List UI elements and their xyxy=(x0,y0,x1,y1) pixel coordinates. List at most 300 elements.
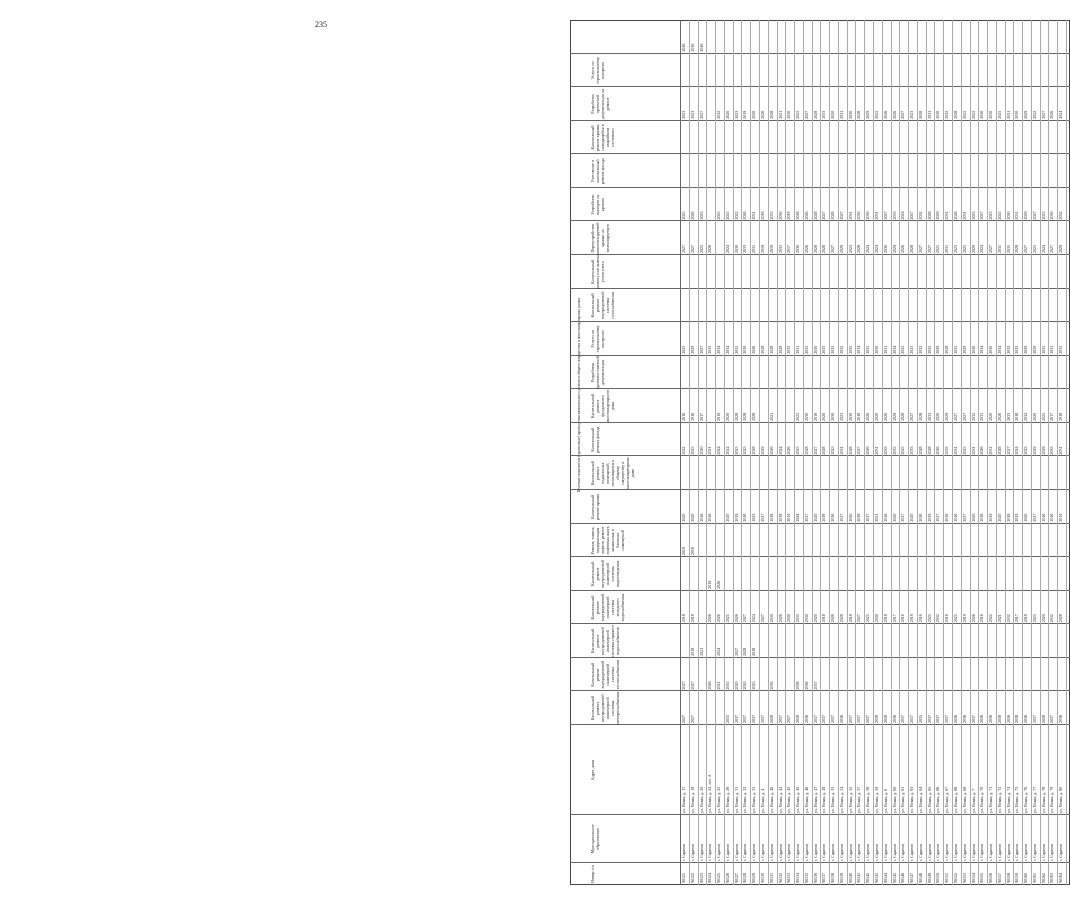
table-cell: г. Саратов xyxy=(882,844,888,861)
table-cell: 2026 xyxy=(900,245,906,253)
table-cell: 2037 xyxy=(830,715,836,723)
table-cell: 2032 xyxy=(1005,614,1011,623)
table-cell: г. Саратов xyxy=(900,844,906,861)
table-cell: 2018 xyxy=(917,513,923,522)
table-cell: 2020 xyxy=(751,110,757,119)
table-cell: 2017 xyxy=(891,614,897,623)
table-cell: 2027 xyxy=(733,647,739,656)
column-header-c2: Капитальный ремонт внутридомовой инженерной системы теплоснабжения xyxy=(590,660,620,690)
table-cell: 2029 xyxy=(891,412,897,421)
table-cell: 2017 xyxy=(759,513,765,522)
table-cell: 2031 xyxy=(944,211,950,220)
table-cell: 2026 xyxy=(777,614,783,623)
table-cell: 2029 xyxy=(1031,446,1037,455)
table-cell: 2037 xyxy=(856,715,862,723)
table-cell: 2028 xyxy=(777,345,783,354)
table-cell: 2028 xyxy=(900,412,906,421)
table-cell: 2021 xyxy=(716,681,722,690)
table-cell: 2028 xyxy=(768,345,774,354)
table-cell: 2037 xyxy=(759,715,765,723)
table-cell: ул. Новая, д. 72 xyxy=(996,786,1002,813)
table-cell: 2030 xyxy=(1049,211,1055,220)
table-cell: 2026 xyxy=(716,614,722,623)
table-cell: г. Саратов xyxy=(917,844,923,861)
table-cell: 2016 xyxy=(698,513,704,522)
table-cell: 2022 xyxy=(970,110,976,119)
table-cell: ул. Новая, д. 59 xyxy=(874,786,879,813)
table-cell: 2033 xyxy=(1005,345,1011,354)
table-cell: ул. Новая, д. 40 xyxy=(768,786,774,813)
table-cell: 90135 xyxy=(803,873,809,883)
table-cell: 2020 xyxy=(812,513,818,522)
table-cell: ул. Новая, д. 41 xyxy=(777,786,783,813)
table-cell: 2025 xyxy=(1031,614,1037,623)
table-cell: 2032 xyxy=(716,110,722,119)
table-cell: 2026 xyxy=(1049,110,1055,119)
column-header-c13: Капитальный ремонт внутридомовой системы газоснабжения xyxy=(590,291,615,320)
table-cell: 90145 xyxy=(891,873,897,883)
table-cell: 2017 xyxy=(698,412,704,421)
table-cell: 2029 xyxy=(891,245,897,253)
table-cell: 2016 xyxy=(882,513,888,522)
table-cell: 2027 xyxy=(1040,110,1046,119)
column-header-c19: Разработка проектной документации на ремонт xyxy=(590,88,610,120)
table-cell: 2016 xyxy=(944,513,950,522)
table-cell: 2027 xyxy=(909,412,915,421)
table-cell: 2035 xyxy=(847,345,853,354)
table-cell: 2023 xyxy=(909,110,915,119)
table-cell: 2035 xyxy=(803,345,809,354)
table-cell: 2031 xyxy=(1049,345,1055,354)
table-cell: 2035 xyxy=(724,681,730,690)
table-cell: ул. Новая, д. 25 xyxy=(716,786,722,813)
table-cell: г. Саратов xyxy=(795,844,801,861)
table-cell: 2036 xyxy=(1058,715,1064,723)
table-cell: 2031 xyxy=(847,211,853,220)
table-cell: 2018 xyxy=(821,614,827,623)
table-cell: ул. Новая, д. 32 xyxy=(742,786,748,813)
table-cell: 2024 xyxy=(979,245,985,253)
table-cell: 2018 xyxy=(882,614,888,623)
table-cell: 2031 xyxy=(874,211,879,220)
table-cell: г. Саратов xyxy=(865,844,871,861)
table-cell: ул. Новая, д. 64 xyxy=(917,786,923,813)
table-cell: 90158 xyxy=(1005,873,1011,883)
table-cell: 2028 xyxy=(856,245,862,253)
table-cell: г. Саратов xyxy=(926,844,932,861)
table-cell: г. Саратов xyxy=(874,844,879,861)
table-cell: 2025 xyxy=(900,345,906,354)
table-cell: 2038 xyxy=(768,715,774,723)
table-cell: 2020 xyxy=(821,412,827,421)
table-cell: ул. Новая, д. 75 xyxy=(1014,786,1020,813)
table-cell: 2035 xyxy=(724,715,730,723)
table-cell: 2032 xyxy=(917,211,923,220)
table-cell: 2019 xyxy=(733,513,739,522)
table-cell: 2018 xyxy=(979,513,985,522)
table-cell: 2033 xyxy=(909,446,915,455)
table-cell: г. Саратов xyxy=(707,844,713,861)
column-header-num: Номер п/п xyxy=(590,864,595,884)
table-cell: 2026 xyxy=(935,446,941,455)
table-cell: 2022 xyxy=(681,446,686,455)
table-cell: ул. Новая, д. 22, лит. А xyxy=(707,774,713,813)
table-cell: 2017 xyxy=(1031,513,1037,522)
column-header-municipality: Муниципальное образование xyxy=(590,824,600,854)
table-cell: 2032 xyxy=(917,345,923,354)
column-header-c11: Разработка проектно-сметной документации xyxy=(590,356,605,389)
table-cell: 2029 xyxy=(759,446,765,455)
table-cell: г. Саратов xyxy=(891,844,897,861)
table-cell: 2028 xyxy=(856,110,862,119)
table-cell: 2037 xyxy=(900,715,906,723)
table-cell: 2021 xyxy=(768,412,774,421)
table-cell: 2020 xyxy=(724,110,730,119)
table-cell: 2024 xyxy=(795,513,801,522)
table-cell: 90151 xyxy=(944,873,950,883)
table-cell: 2037 xyxy=(970,715,976,723)
column-header-c6: Ремонт, замена, модернизация лифтов, ремонт лифтовых шахт, машинных и блочных помещений xyxy=(590,526,625,555)
table-cell: 2025 xyxy=(900,446,906,455)
table-cell: 2029 xyxy=(865,110,871,119)
table-cell: 2031 xyxy=(961,211,967,220)
table-cell: 2025 xyxy=(926,614,932,623)
table-cell: 2030 xyxy=(1005,211,1011,220)
table-cell: 2033 xyxy=(979,412,985,421)
table-cell: 2026 xyxy=(751,345,757,354)
table-cell: 2037 xyxy=(812,681,818,690)
table-cell: 2024 xyxy=(865,245,871,253)
table-cell: г. Саратов xyxy=(1031,844,1037,861)
table-cell: ул. Новая, д. 31 xyxy=(733,786,739,813)
table-cell: 2031 xyxy=(882,345,888,354)
table-cell: ул. Новая, д. 68 xyxy=(952,786,958,813)
table-cell: 2033 xyxy=(1005,412,1011,421)
table-cell: 2018 xyxy=(751,647,757,656)
table-cell: 2034 xyxy=(716,345,722,354)
table-cell: 2030 xyxy=(988,110,994,119)
table-cell: 2028 xyxy=(742,647,748,656)
table-cell: г. Саратов xyxy=(838,844,844,861)
table-cell: 90133 xyxy=(786,873,792,883)
table-cell: 2020 xyxy=(882,412,888,421)
table-cell: 2026 xyxy=(742,211,748,220)
table-cell: 2035 xyxy=(733,345,739,354)
table-cell: 90155 xyxy=(979,873,985,883)
table-cell: 2017 xyxy=(1014,614,1020,623)
column-header-address: Адрес дома xyxy=(590,759,595,781)
table-cell: 2030 xyxy=(874,345,879,354)
table-cell: 2017 xyxy=(900,513,906,522)
table-cell: ул. Новая, д. 4 xyxy=(759,788,765,813)
table-cell: г. Саратов xyxy=(1005,844,1011,861)
column-header-c10: Капитальный ремонт фундамента многоквартирного дома xyxy=(590,389,615,423)
table-cell: 90164 xyxy=(1058,873,1064,883)
table-cell: 2025 xyxy=(961,245,967,253)
table-cell: 2019 xyxy=(759,245,765,253)
table-cell: 2024 xyxy=(874,245,879,253)
table-cell: 2028 xyxy=(838,614,844,623)
table-cell: 2016 xyxy=(1040,513,1046,522)
table-cell: 2025 xyxy=(724,614,730,623)
table-cell: 2025 xyxy=(996,110,1002,119)
table-cell: 2037 xyxy=(909,715,915,723)
table-cell: 2027 xyxy=(952,412,958,421)
table-cell: 2037 xyxy=(812,715,818,723)
table-cell: ул. Новая, д. 26 xyxy=(724,786,730,813)
table-cell: г. Саратов xyxy=(742,844,748,861)
table-cell: 2019 xyxy=(812,412,818,421)
table-cell: 2026 xyxy=(979,446,985,455)
table-cell: 2036 xyxy=(952,715,958,723)
column-header-c1: Капитальный ремонт внутридомовой инженерной системы электроснабжения xyxy=(590,691,620,725)
table-cell: 90134 xyxy=(795,873,801,883)
table-cell: 2018 xyxy=(856,513,862,522)
table-cell: 2033 xyxy=(926,412,932,421)
table-cell: 2028 xyxy=(952,110,958,119)
table-cell: 2028 xyxy=(830,211,836,220)
table-cell: 2026 xyxy=(970,614,976,623)
table-cell: 2026 xyxy=(716,580,722,589)
table-cell: ул. Новая, д. 49 xyxy=(821,786,827,813)
table-cell: 2020 xyxy=(742,681,748,690)
table-cell: 2028 xyxy=(812,110,818,119)
table-cell: 2031 xyxy=(1014,211,1020,220)
table-cell: 2028 xyxy=(847,446,853,455)
table-cell: ул. Новая, д. 80 xyxy=(1058,786,1064,813)
table-cell: 2020 xyxy=(909,513,915,522)
table-cell: 2036 xyxy=(803,681,809,690)
table-cell: 2027 xyxy=(926,245,932,253)
table-cell: 2035 xyxy=(1040,345,1046,354)
table-cell: ул. Новая, д. 66 xyxy=(935,786,941,813)
table-cell: 2038 xyxy=(795,715,801,723)
table-cell: 2030 xyxy=(803,614,809,623)
table-cell: 2027 xyxy=(681,715,686,723)
table-cell: г. Саратов xyxy=(909,844,915,861)
table-cell: 2027 xyxy=(909,211,915,220)
table-cell: г. Саратов xyxy=(961,844,967,861)
table-cell: 90152 xyxy=(952,873,958,883)
table-cell: 2030 xyxy=(786,614,792,623)
table-cell: 2028 xyxy=(944,345,950,354)
table-cell: 90148 xyxy=(917,873,923,883)
table-cell: ул. Новая, д. 20 xyxy=(698,786,704,813)
table-cell: 2021 xyxy=(935,245,941,253)
table-cell: 2024 xyxy=(724,245,730,253)
table-cell: 2029 xyxy=(1058,245,1064,253)
table-cell: 90129 xyxy=(751,873,757,883)
table-cell: 2018 xyxy=(742,513,748,522)
table-cell: 2018 xyxy=(1014,412,1020,421)
table-cell: 2036 xyxy=(838,715,844,723)
table-cell: 2032 xyxy=(1023,412,1029,421)
table-cell: 2031 xyxy=(970,446,976,455)
table-cell: 2026 xyxy=(707,681,713,690)
table-cell: 2030 xyxy=(777,211,783,220)
table-cell: 2025 xyxy=(961,446,967,455)
table-cell: 2037 xyxy=(865,715,871,723)
table-cell: ул. Новая, д. 45 xyxy=(795,786,801,813)
table-cell: 2018 xyxy=(1023,614,1029,623)
table-cell: 2025 xyxy=(1023,446,1029,455)
table-cell: 2027 xyxy=(856,446,862,455)
table-cell: ул. Новая, д. 76 xyxy=(1023,786,1029,813)
table-cell: 90139 xyxy=(838,873,844,883)
column-header-c15: Переустройство невентилируемой крыши на вентилируемую xyxy=(590,222,610,254)
table-cell: 2029 xyxy=(935,345,941,354)
table-cell: 2026 xyxy=(882,110,888,119)
table-cell: 2020 xyxy=(689,513,695,522)
table-cell: 2031 xyxy=(838,110,844,119)
table-cell: г. Саратов xyxy=(716,844,722,861)
table-cell: 2017 xyxy=(803,513,809,522)
table-cell: 2016 xyxy=(681,412,686,421)
table-cell: 2016 xyxy=(917,614,923,623)
table-cell: 2027 xyxy=(838,211,844,220)
table-cell: 2030 xyxy=(979,110,985,119)
table-cell: 2021 xyxy=(874,513,879,522)
table-cell: 2025 xyxy=(1014,345,1020,354)
table-cell: 2031 xyxy=(1005,110,1011,119)
table-cell: ул. Новая, д. 70 xyxy=(979,786,985,813)
table-cell: 2024 xyxy=(724,446,730,455)
table-cell: 2026 xyxy=(689,211,695,220)
table-cell: ул. Новая, д. 17 xyxy=(681,786,686,813)
table-cell: 90132 xyxy=(777,873,783,883)
table-cell: 2022 xyxy=(1031,110,1037,119)
table-cell: г. Саратов xyxy=(856,844,862,861)
table-cell: 2024 xyxy=(1040,245,1046,253)
table-cell: 2023 xyxy=(751,513,757,522)
table-cell: 2032 xyxy=(1058,211,1064,220)
table-cell: 2020 xyxy=(970,513,976,522)
table-cell: 2037 xyxy=(777,715,783,723)
table-cell: 2036 xyxy=(979,715,985,723)
column-header-c14: Капитальный ремонт или замена узлов учета xyxy=(590,255,605,289)
table-cell: 2029 xyxy=(935,211,941,220)
column-header-c5: Капитальный ремонт внутридомовой инженерной системы водоотведения xyxy=(590,560,620,588)
table-cell: 2028 xyxy=(996,446,1002,455)
table-cell: 2035 xyxy=(952,345,958,354)
table-cell: г. Саратов xyxy=(1058,844,1064,861)
table-cell: 2019 xyxy=(1058,513,1064,522)
table-cell: ул. Новая, д. 77 xyxy=(1031,786,1037,813)
table-cell: 2026 xyxy=(759,110,765,119)
table-cell: 2037 xyxy=(944,715,950,723)
table-cell: 2018 xyxy=(759,211,765,220)
table-cell: г. Саратов xyxy=(681,844,686,861)
table-cell: г. Саратов xyxy=(689,844,695,861)
table-cell: 2030 xyxy=(970,345,976,354)
column-header-c7: Капитальный ремонт крыши xyxy=(590,493,600,520)
table-cell: 2029 xyxy=(1023,110,1029,119)
table-cell: 90146 xyxy=(900,873,906,883)
table-cell: 2029 xyxy=(961,345,967,354)
table-cell: г. Саратов xyxy=(1040,844,1046,861)
table-cell: 2026 xyxy=(803,211,809,220)
table-cell: 2023 xyxy=(681,110,686,119)
table-cell: 90142 xyxy=(865,873,871,883)
table-cell: 90138 xyxy=(830,873,836,883)
table-cell: 2019 xyxy=(768,245,774,253)
table-cell: г. Саратов xyxy=(812,844,818,861)
table-cell: 2038 xyxy=(882,715,888,723)
table-cell: г. Саратов xyxy=(847,844,853,861)
column-header-c4: Капитальный ремонт внутридомовой инженерной системы холодного водоснабжения xyxy=(590,593,625,622)
column-header-c16: Устройство выходов на кровлю xyxy=(590,194,605,215)
table-cell: 2021 xyxy=(996,614,1002,623)
table-cell: 2031 xyxy=(795,345,801,354)
table-cell: 2016 xyxy=(944,614,950,623)
table-cell: 2016 xyxy=(1049,513,1055,522)
table-cell: 2028 xyxy=(1058,614,1064,623)
table-cell: 2023 xyxy=(838,412,844,421)
table-cell: г. Саратов xyxy=(803,844,809,861)
table-cell: 2027 xyxy=(689,681,695,690)
table-cell: 2018 xyxy=(856,412,862,421)
table-cell: 2032 xyxy=(1049,614,1055,623)
table-cell: 2031 xyxy=(944,245,950,253)
table-cell: 2028 xyxy=(759,345,765,354)
table-cell: 2016 xyxy=(900,614,906,623)
table-cell: 2028 xyxy=(751,412,757,421)
table-cell: 90125 xyxy=(716,873,722,883)
table-cell: ул. Новая, д. 19 xyxy=(689,786,695,813)
table-cell: 2028 xyxy=(768,110,774,119)
table-cell: г. Саратов xyxy=(751,844,757,861)
table-cell: 2030 xyxy=(847,110,853,119)
table-cell: ул. Новая, д. 47 xyxy=(812,786,818,813)
table-cell: 2018 xyxy=(1058,412,1064,421)
column-header-c9: Капитальный ремонт фасада xyxy=(590,426,600,453)
table-cell: 2016 xyxy=(681,43,686,52)
table-cell: 2038 xyxy=(1014,715,1020,723)
table-cell: 2037 xyxy=(821,715,827,723)
table-cell: 2027 xyxy=(856,614,862,623)
row-divider xyxy=(1066,20,1067,885)
table-cell: 2020 xyxy=(996,513,1002,522)
table-cell: ул. Новая, д. 78 xyxy=(1040,786,1046,813)
table-cell: 2024 xyxy=(777,446,783,455)
table-cell: 2025 xyxy=(733,446,739,455)
table-cell: г. Саратов xyxy=(733,844,739,861)
table-cell: 2030 xyxy=(847,412,853,421)
table-cell: 2037 xyxy=(751,715,757,723)
table-cell: 2033 xyxy=(707,345,713,354)
table-cell: 2027 xyxy=(759,614,765,623)
table-cell: 2020 xyxy=(1023,513,1029,522)
table-cell: 90159 xyxy=(1014,873,1020,883)
table-cell: 2018 xyxy=(768,513,774,522)
table-cell: г. Саратов xyxy=(768,844,774,861)
table-cell: 2034 xyxy=(996,345,1002,354)
table-cell: 2029 xyxy=(1040,446,1046,455)
table-cell: 2030 xyxy=(768,681,774,690)
table-cell: 2017 xyxy=(838,513,844,522)
table-cell: 2031 xyxy=(874,446,879,455)
table-cell: 2031 xyxy=(988,446,994,455)
table-cell: 2037 xyxy=(742,715,748,723)
table-cell: 2023 xyxy=(952,245,958,253)
table-cell: 2021 xyxy=(707,446,713,455)
table-cell: 2030 xyxy=(988,345,994,354)
table-cell: 90122 xyxy=(689,873,695,883)
table-cell: ул. Новая, д. 53 xyxy=(830,786,836,813)
table-cell: 2019 xyxy=(786,513,792,522)
table-cell: 2020 xyxy=(698,446,704,455)
table-cell: 2028 xyxy=(926,211,932,220)
